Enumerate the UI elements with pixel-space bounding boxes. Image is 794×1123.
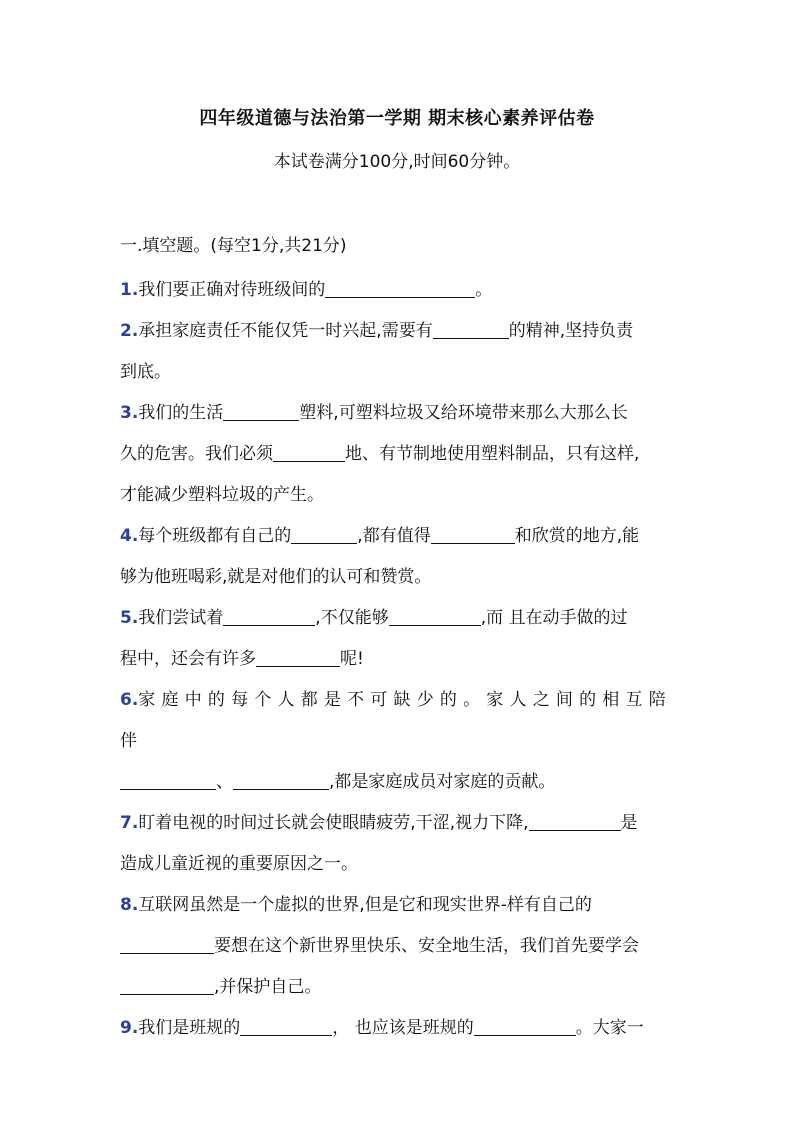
question-6 bbox=[120, 680, 680, 803]
question-text: ,不仅能够 bbox=[315, 608, 389, 628]
answer-blank[interactable] bbox=[240, 1017, 332, 1036]
question-3 bbox=[120, 393, 680, 516]
question-number: 7. bbox=[120, 813, 139, 833]
exam-subtitle: 本试卷满分100分,时间60分钟。 bbox=[273, 152, 521, 172]
question-text: 我们尝试着 bbox=[138, 608, 224, 628]
question-5 bbox=[120, 598, 680, 680]
question-1 bbox=[120, 270, 680, 311]
question-number: 4. bbox=[120, 526, 139, 546]
question-text: 。大家一 bbox=[575, 1018, 644, 1038]
answer-blank[interactable] bbox=[233, 771, 329, 790]
answer-blank[interactable] bbox=[223, 402, 299, 421]
answer-blank[interactable] bbox=[291, 525, 357, 544]
question-text: 我们是班规的 bbox=[138, 1018, 241, 1038]
answer-blank[interactable] bbox=[325, 279, 475, 298]
question-number: 5. bbox=[120, 608, 139, 628]
question-text: 。 bbox=[475, 280, 493, 300]
question-number: 8. bbox=[120, 895, 139, 915]
answer-blank[interactable] bbox=[389, 607, 481, 626]
answer-blank[interactable] bbox=[431, 525, 515, 544]
question-text: 地、有节制地使用塑料制品，只有这样, bbox=[345, 444, 640, 464]
question-text: ,都有值得 bbox=[357, 526, 431, 546]
question-text: 我们的生活 bbox=[138, 403, 224, 423]
exam-title: 四年级道德与法治第一学期 期末核心素养评估卷 bbox=[199, 108, 595, 129]
answer-blank[interactable] bbox=[474, 1017, 576, 1036]
answer-blank[interactable] bbox=[120, 771, 216, 790]
question-text: 承担家庭责任不能仅凭一时兴起,需要有 bbox=[138, 321, 433, 341]
question-text: 程中，还会有许多 bbox=[120, 649, 256, 669]
question-text: 盯着电视的时间过长就会使眼睛疲劳,干涩,视力下降, bbox=[138, 813, 529, 833]
question-text: ， 也应该是班规的 bbox=[332, 1018, 474, 1038]
question-text: 我们要正确对待班级间的 bbox=[138, 280, 326, 300]
question-text: 每个班级都有自己的 bbox=[138, 526, 292, 546]
question-text: 够为他班喝彩,就是对他们的认可和赞赏。 bbox=[120, 567, 432, 587]
question-text: 久的危害。我们必须 bbox=[120, 444, 273, 464]
question-text: ,都是家庭成员对家庭的贡献。 bbox=[329, 772, 556, 792]
answer-blank[interactable] bbox=[223, 607, 315, 626]
question-text: 才能减少塑料垃圾的产生。 bbox=[120, 485, 324, 505]
question-text: 到底。 bbox=[120, 362, 171, 382]
question-text: ,而 且在动手做的过 bbox=[480, 608, 628, 628]
question-number: 9. bbox=[120, 1018, 139, 1038]
question-text: 互联网虽然是一个虚拟的世界,但是它和现实世界-样有自己的 bbox=[138, 895, 592, 915]
question-text: 的精神,坚持负责 bbox=[508, 321, 634, 341]
question-text: 、 bbox=[216, 772, 233, 792]
answer-blank[interactable] bbox=[120, 976, 214, 995]
question-text: 和欣赏的地方,能 bbox=[514, 526, 640, 546]
answer-blank[interactable] bbox=[433, 320, 509, 339]
question-2 bbox=[120, 311, 680, 393]
question-text: 呢! bbox=[340, 649, 364, 669]
question-number: 2. bbox=[120, 321, 139, 341]
question-number: 6. bbox=[120, 690, 139, 710]
question-text: 是 bbox=[620, 813, 638, 833]
answer-blank[interactable] bbox=[273, 443, 345, 462]
question-9 bbox=[120, 1008, 680, 1049]
question-text: 塑料,可塑料垃圾又给环境带来那么大那么长 bbox=[299, 403, 628, 423]
question-text: 家庭中的每个人都是不可缺少的。家人之间的相互陪伴 bbox=[120, 690, 672, 751]
question-text: 造成儿童近视的重要原因之一。 bbox=[120, 854, 358, 874]
question-4 bbox=[120, 516, 680, 598]
section-heading: 一.填空题。(每空1分,共21分) bbox=[120, 236, 347, 256]
question-7 bbox=[120, 803, 680, 885]
question-number: 1. bbox=[120, 280, 139, 300]
question-text: ,并保护自己。 bbox=[214, 977, 322, 997]
answer-blank[interactable] bbox=[120, 935, 214, 954]
question-list bbox=[120, 270, 680, 1049]
answer-blank[interactable] bbox=[256, 648, 340, 667]
question-8 bbox=[120, 885, 680, 1008]
question-text: 要想在这个新世界里快乐、安全地生活，我们首先要学会 bbox=[214, 936, 639, 956]
question-number: 3. bbox=[120, 403, 139, 423]
answer-blank[interactable] bbox=[529, 812, 621, 831]
